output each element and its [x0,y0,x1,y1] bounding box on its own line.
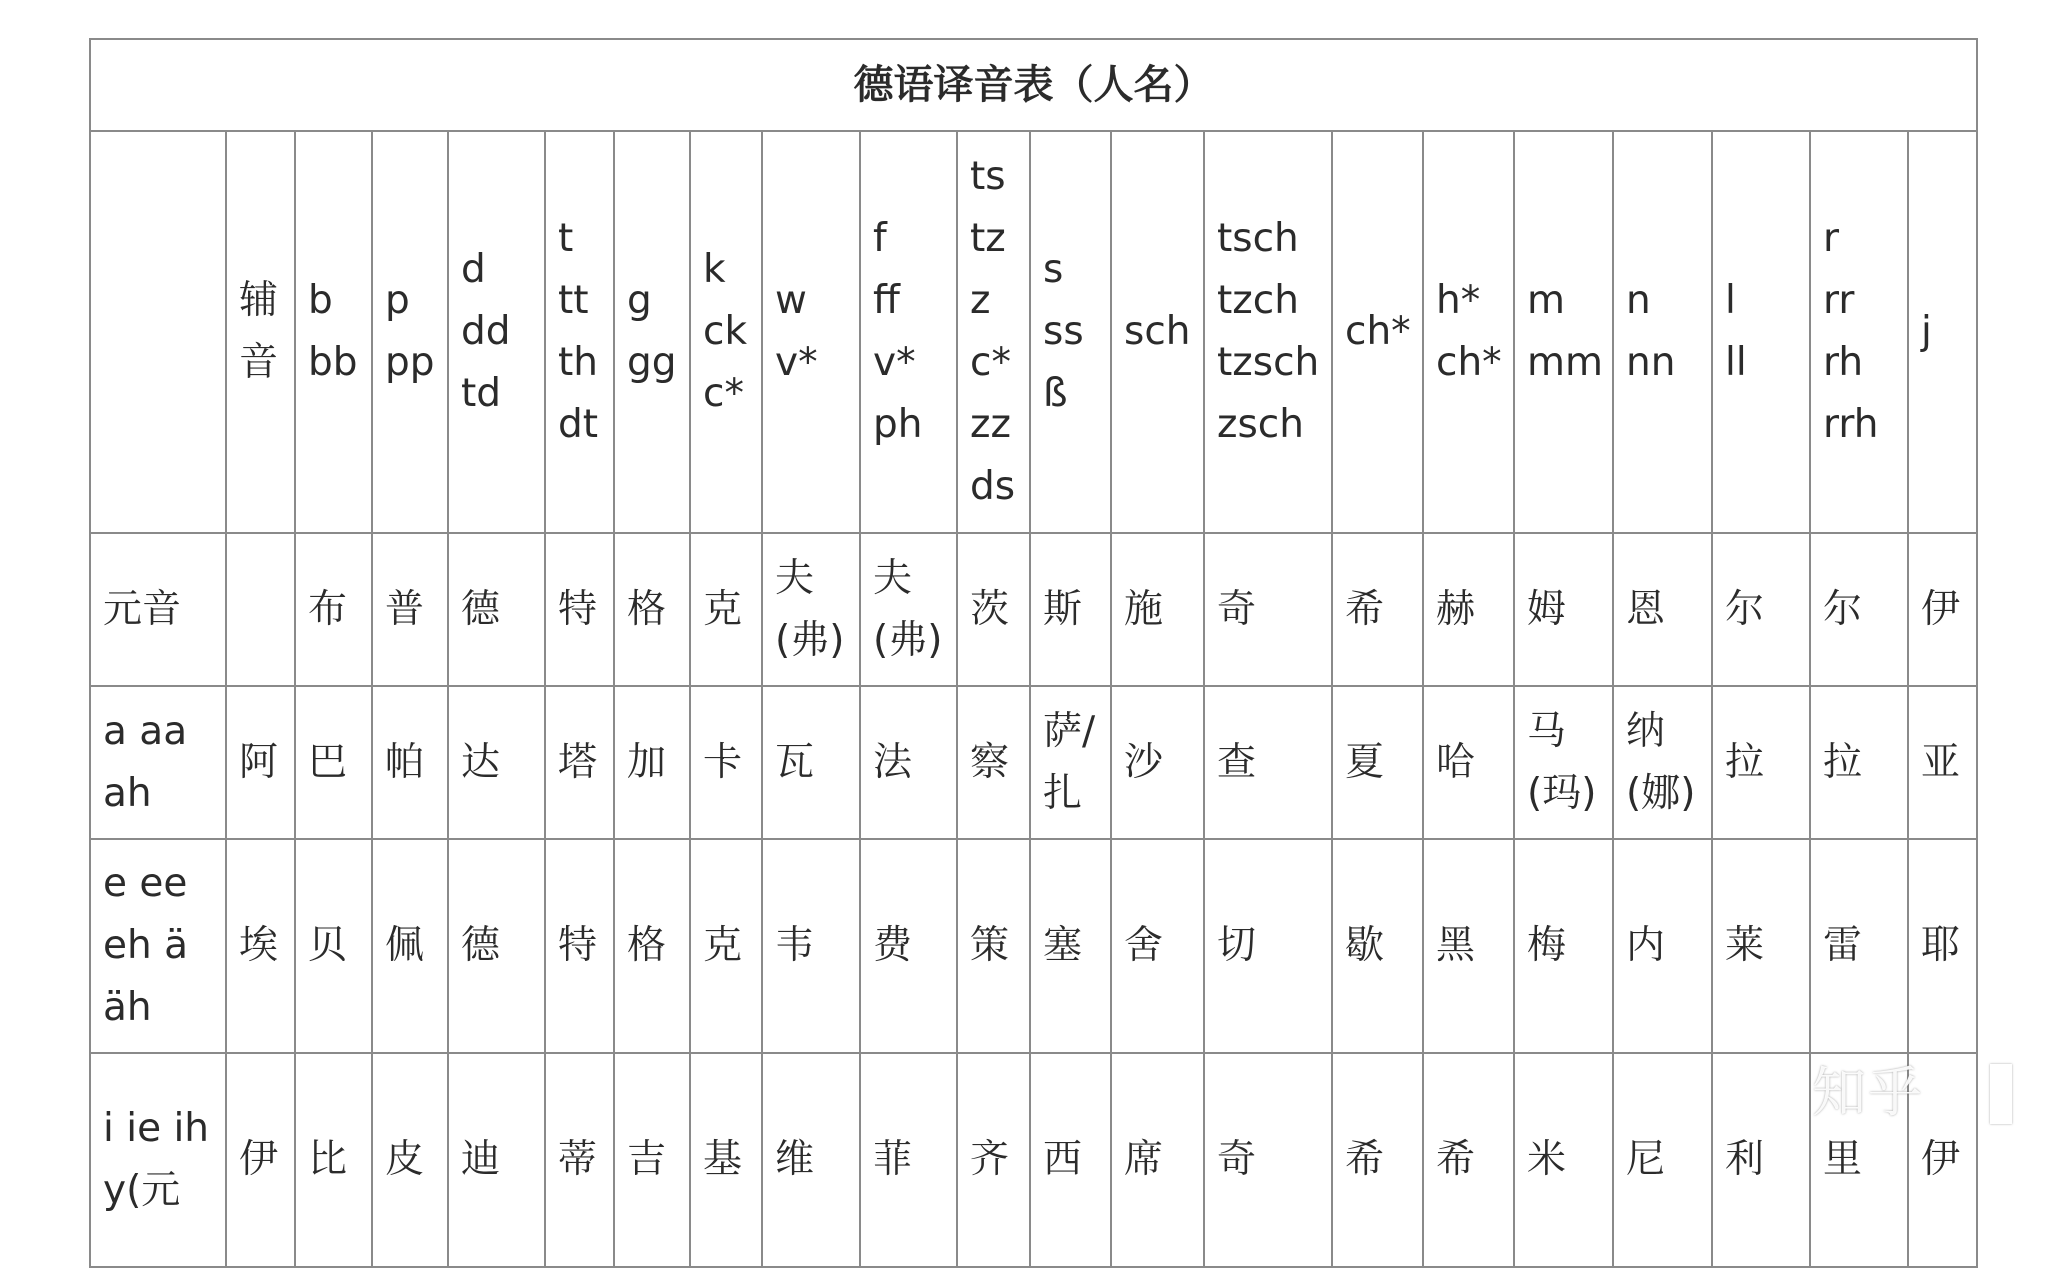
transliteration-cell [545,839,614,1053]
transliteration-cell [690,839,762,1053]
watermark-stamp-icon [1990,1064,2012,1124]
cell-text: 特 [558,586,598,632]
cell-text: 格 [627,923,667,968]
cell-text: 阿 [239,739,279,785]
header-cell-text: k ck c* [703,247,748,416]
transliteration-cell [690,686,762,839]
cell-text: 迪 [461,1137,501,1182]
cell-text: 德 [461,923,501,968]
transliteration-cell [1810,686,1908,839]
transliteration-cell [1908,839,1977,1053]
cell-text: 斯 [1043,586,1083,632]
consonant-header-cell [1613,131,1712,533]
consonant-header-cell [762,131,860,533]
cell-text: 耶 [1921,923,1961,968]
cell-text: 夫 (弗) [775,555,845,663]
consonant-header-cell [1111,131,1204,533]
cell-text: 席 [1124,1137,1164,1182]
transliteration-cell [1712,1053,1810,1267]
transliteration-cell [1712,839,1810,1053]
transliteration-cell [1514,686,1613,839]
transliteration-cell [1030,839,1111,1053]
header-cell-text: d dd td [461,247,511,416]
cell-text: 基 [703,1137,743,1182]
cell-text: 内 [1626,923,1666,968]
consonant-header-cell [448,131,545,533]
transliteration-cell [545,686,614,839]
cell-text: 查 [1217,739,1257,785]
table-title: 德语译音表（人名） [90,39,1977,131]
cell-text: 尔 [1725,586,1765,632]
transliteration-cell [1204,839,1332,1053]
transliteration-cell [762,1053,860,1267]
consonant-header-cell [226,131,295,533]
cell-text: 察 [970,739,1010,785]
cell-text: 埃 [239,923,279,968]
transliteration-cell [1332,839,1423,1053]
cell-text: 茨 [970,586,1010,632]
cell-text: 歇 [1345,923,1385,968]
cell-text: 姆 [1527,586,1567,632]
transliteration-cell [1030,533,1111,686]
transliteration-cell [1908,533,1977,686]
transliteration-cell [860,839,957,1053]
transliteration-cell [1204,533,1332,686]
cell-text: 里 [1823,1137,1863,1182]
cell-text: 西 [1043,1137,1083,1182]
header-cell-text: b bb [308,278,358,385]
transliteration-cell [1613,533,1712,686]
vowel-label-cell [90,1053,226,1267]
cell-text: 哈 [1436,739,1476,785]
header-cell-text: w v* [775,278,818,385]
transliteration-cell [1908,686,1977,839]
transliteration-cell [1613,1053,1712,1267]
transliteration-cell [614,1053,690,1267]
vowel-row [90,533,1977,686]
consonant-header-cell [1908,131,1977,533]
cell-text: 法 [873,739,913,785]
header-cell-text: n nn [1626,278,1676,385]
cell-text: 舍 [1124,923,1164,968]
cell-text: 奇 [1217,1137,1257,1182]
cell-text: 奇 [1217,586,1257,632]
vowel-row [90,1053,1977,1267]
cell-text: 希 [1345,586,1385,632]
header-cell-text: sch [1124,309,1191,354]
transliteration-cell [1514,1053,1613,1267]
cell-text: 恩 [1626,586,1666,632]
cell-text: 尔 [1823,586,1863,632]
header-cell-text: l ll [1725,278,1747,385]
consonant-header-cell [614,131,690,533]
header-cell-text: g gg [627,278,677,385]
transliteration-cell [762,839,860,1053]
cell-text: 萨/ 扎 [1043,708,1096,816]
transliteration-cell [545,533,614,686]
transliteration-cell [1613,686,1712,839]
transliteration-cell [1204,1053,1332,1267]
header-cell-text: h* ch* [1436,278,1502,385]
transliteration-cell [1030,686,1111,839]
cell-text: 费 [873,923,913,968]
transliteration-cell [957,686,1030,839]
cell-text: 齐 [970,1137,1010,1182]
transliteration-table-wrapper [89,38,1966,1268]
header-cell-text: ch* [1345,309,1411,354]
transliteration-cell [690,1053,762,1267]
transliteration-cell [1810,839,1908,1053]
transliteration-cell [1111,1053,1204,1267]
vowel-label-cell [90,686,226,839]
transliteration-cell [1810,1053,1908,1267]
transliteration-cell [448,1053,545,1267]
cell-text: 贝 [308,923,348,968]
consonant-header-cell [690,131,762,533]
cell-text: 赫 [1436,586,1476,632]
cell-text: a aa ah [103,708,188,816]
transliteration-cell [614,839,690,1053]
cell-text: 皮 [385,1137,425,1182]
cell-text: 韦 [775,923,815,968]
cell-text: 梅 [1527,923,1567,968]
transliteration-cell [1423,686,1514,839]
cell-text: 帕 [385,739,425,785]
cell-text: 尼 [1626,1137,1666,1182]
cell-text: 亚 [1921,739,1961,785]
cell-text: 伊 [1921,1137,1961,1182]
cell-text: e ee eh ä äh [103,861,189,1030]
transliteration-cell [1332,533,1423,686]
transliteration-cell [860,1053,957,1267]
cell-text: 沙 [1124,739,1164,785]
consonant-header-cell [957,131,1030,533]
cell-text: 吉 [627,1137,667,1182]
cell-text: 拉 [1725,739,1765,785]
cell-text: 普 [385,586,425,632]
consonant-header-cell [1514,131,1613,533]
cell-text: 德 [461,586,501,632]
transliteration-cell [860,686,957,839]
transliteration-cell [295,686,372,839]
cell-text: 蒂 [558,1137,598,1182]
cell-text: 米 [1527,1137,1567,1182]
cell-text: 拉 [1823,739,1863,785]
transliteration-cell [295,839,372,1053]
consonant-header-cell [372,131,448,533]
transliteration-cell [226,686,295,839]
header-cell-text: r rr rh rrh [1823,216,1879,447]
cell-text: 佩 [385,923,425,968]
transliteration-cell [1908,1053,1977,1267]
transliteration-cell [1111,533,1204,686]
cell-text: 比 [308,1137,348,1182]
cell-text: 马 (玛) [1527,708,1597,816]
consonant-header-cell [295,131,372,533]
transliteration-cell [226,533,295,686]
header-cell-text: ts tz z c* zz ds [970,154,1016,509]
cell-text: 策 [970,923,1010,968]
transliteration-cell [957,533,1030,686]
cell-text: 塔 [558,739,598,785]
consonant-header-cell [1712,131,1810,533]
cell-text: 元音 [103,586,182,632]
transliteration-cell [1423,533,1514,686]
cell-text: 巴 [308,739,348,785]
transliteration-cell [448,839,545,1053]
transliteration-cell [448,533,545,686]
header-cell-text: m mm [1527,278,1603,385]
cell-text: 布 [308,586,348,632]
transliteration-cell [545,1053,614,1267]
watermark-text: 知乎 [1812,1061,1924,1124]
consonant-header-cell [1204,131,1332,533]
consonant-header-cell [860,131,957,533]
cell-text: 达 [461,739,501,785]
header-corner-cell [90,131,226,533]
consonant-header-cell [1030,131,1111,533]
cell-text: i ie ih y(元 [103,1106,210,1213]
cell-text: 伊 [1921,586,1961,632]
transliteration-cell [1712,686,1810,839]
header-cell-text: t tt th dt [558,216,599,447]
cell-text: 纳 (娜) [1626,708,1696,816]
transliteration-cell [1514,533,1613,686]
consonant-header-cell [545,131,614,533]
header-cell-text: p pp [385,278,435,385]
transliteration-cell [957,839,1030,1053]
header-cell-text: tsch tzch tzsch zsch [1217,216,1320,447]
cell-text: 卡 [703,739,743,785]
vowel-row [90,686,1977,839]
transliteration-cell [1030,1053,1111,1267]
transliteration-cell [690,533,762,686]
cell-text: 格 [627,586,667,632]
transliteration-cell [295,533,372,686]
cell-text: 雷 [1823,923,1863,968]
cell-text: 菲 [873,1137,913,1182]
transliteration-cell [295,1053,372,1267]
transliteration-cell [1423,839,1514,1053]
transliteration-cell [614,686,690,839]
cell-text: 希 [1436,1137,1476,1182]
vowel-row [90,839,1977,1053]
header-cell-text: f ff v* ph [873,216,923,447]
transliteration-cell [762,686,860,839]
cell-text: 塞 [1043,923,1083,968]
transliteration-cell [226,1053,295,1267]
cell-text: 加 [627,739,667,785]
cell-text: 特 [558,923,598,968]
consonant-header-row [90,131,1977,533]
consonant-header-cell [1332,131,1423,533]
cell-text: 伊 [239,1137,279,1182]
cell-text: 克 [703,923,743,968]
cell-text: 莱 [1725,923,1765,968]
transliteration-cell [1111,839,1204,1053]
transliteration-cell [957,1053,1030,1267]
cell-text: 希 [1345,1137,1385,1182]
cell-text: 利 [1725,1137,1765,1182]
header-cell-text: s ss ß [1043,247,1084,416]
vowel-label-cell [90,533,226,686]
transliteration-cell [614,533,690,686]
vowel-label-cell [90,839,226,1053]
consonant-header-cell [1423,131,1514,533]
transliteration-cell [226,839,295,1053]
transliteration-cell [1111,686,1204,839]
transliteration-cell [372,533,448,686]
transliteration-cell [1514,839,1613,1053]
cell-text: 夏 [1345,739,1385,785]
german-transliteration-table [89,38,1978,1268]
cell-text: 夫 (弗) [873,555,943,663]
header-cell-text: 辅 音 [239,278,279,385]
transliteration-cell [762,533,860,686]
consonant-header-cell [1810,131,1908,533]
transliteration-cell [372,839,448,1053]
cell-text: 切 [1217,923,1257,968]
cell-text: 维 [775,1137,815,1182]
transliteration-cell [1204,686,1332,839]
cell-text: 瓦 [775,739,815,785]
transliteration-cell [1332,686,1423,839]
cell-text: 克 [703,586,743,632]
transliteration-cell [372,1053,448,1267]
transliteration-cell [1712,533,1810,686]
transliteration-cell [1423,1053,1514,1267]
transliteration-cell [1810,533,1908,686]
transliteration-cell [860,533,957,686]
cell-text: 黑 [1436,923,1476,968]
transliteration-cell [1613,839,1712,1053]
transliteration-cell [372,686,448,839]
cell-text: 施 [1124,586,1164,632]
transliteration-cell [1332,1053,1423,1267]
transliteration-cell [448,686,545,839]
title-row [90,39,1977,131]
header-cell-text: j [1921,309,1932,354]
